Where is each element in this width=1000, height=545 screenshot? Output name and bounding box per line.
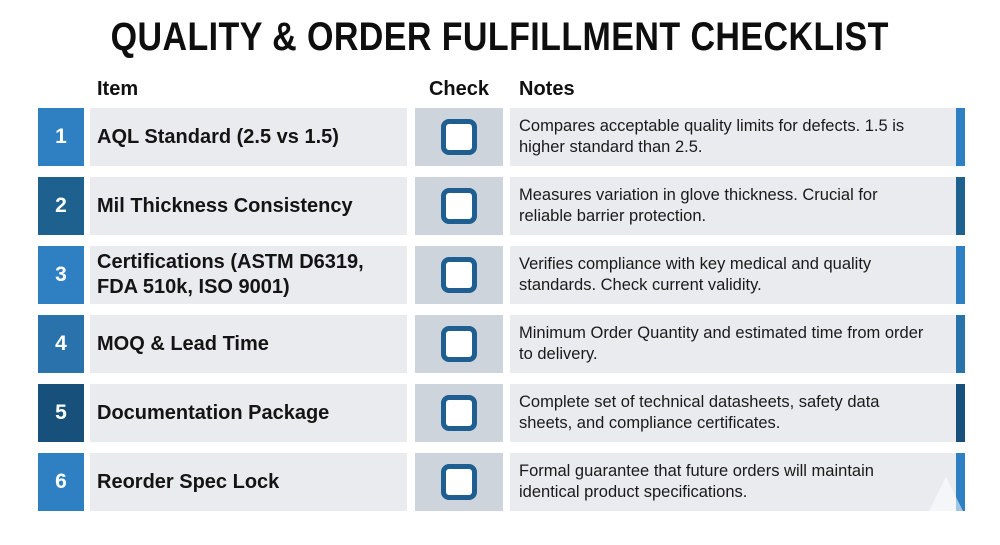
check-cell [415,315,503,373]
row-accent-bar [956,108,965,166]
note-text: Minimum Order Quantity and estimated time from order to delivery. [519,323,924,363]
checklist-row-5 [38,384,1000,442]
notes-cell [510,177,965,235]
note-text: Complete set of technical datasheets, safety data sheets, and compliance certificates. [519,392,880,432]
title-bar [0,0,1000,60]
notes-cell [510,315,965,373]
checkbox[interactable] [441,464,477,500]
item-label: MOQ & Lead Time [97,332,269,355]
item-cell [90,315,407,373]
column-header-check: Check [428,77,490,100]
row-number-tile [38,384,84,442]
item-label: Mil Thickness Consistency [97,194,353,217]
row-number-tile [38,108,84,166]
row-number: 6 [55,470,67,493]
item-label: Reorder Spec Lock [97,470,280,493]
notes-cell [510,108,965,166]
item-cell [90,246,407,304]
item-label: Certifications (ASTM D6319, FDA 510k, ISO 9001) [97,251,364,298]
page-title: QUALITY & ORDER FULFILLMENT CHECKLIST [110,15,890,59]
row-accent-bar [956,177,965,235]
checklist-row-1 [38,108,1000,166]
row-number: 3 [55,263,67,286]
check-cell [415,453,503,511]
row-number-tile [38,453,84,511]
watermark-arrow [929,477,963,511]
row-number: 2 [55,194,67,217]
row-number: 4 [55,332,67,355]
row-accent-bar [956,384,965,442]
checklist-row-6 [38,453,1000,511]
checkbox[interactable] [441,395,477,431]
note-text: Compares acceptable quality limits for defects. 1.5 is higher standard than 2.5. [519,116,905,156]
table-header [38,77,1000,101]
row-number-tile [38,315,84,373]
note-text: Verifies compliance with key medical and quality standards. Check current validity. [519,254,872,294]
checkbox[interactable] [441,188,477,224]
row-number: 5 [55,401,67,424]
checkbox[interactable] [441,257,477,293]
checklist-row-3 [38,246,1000,304]
item-cell [90,453,407,511]
notes-cell [510,384,965,442]
item-cell [90,384,407,442]
check-cell [415,177,503,235]
checklist-row-4 [38,315,1000,373]
row-accent-bar [956,246,965,304]
row-accent-bar [956,315,965,373]
checklist-row-2 [38,177,1000,235]
notes-cell [510,453,965,511]
column-header-notes: Notes [519,77,575,100]
row-number-tile [38,177,84,235]
item-cell [90,108,407,166]
note-text: Measures variation in glove thickness. Crucial for reliable barrier protection. [519,185,878,225]
note-text: Formal guarantee that future orders will maintain identical product specifications. [519,461,874,501]
column-header-item: Item [97,77,139,100]
notes-cell [510,246,965,304]
check-cell [415,108,503,166]
row-number: 1 [55,125,67,148]
checkbox[interactable] [441,119,477,155]
item-cell [90,177,407,235]
check-cell [415,384,503,442]
checkbox[interactable] [441,326,477,362]
row-number-tile [38,246,84,304]
item-label: Documentation Package [97,401,330,424]
check-cell [415,246,503,304]
item-label: AQL Standard (2.5 vs 1.5) [97,125,339,148]
